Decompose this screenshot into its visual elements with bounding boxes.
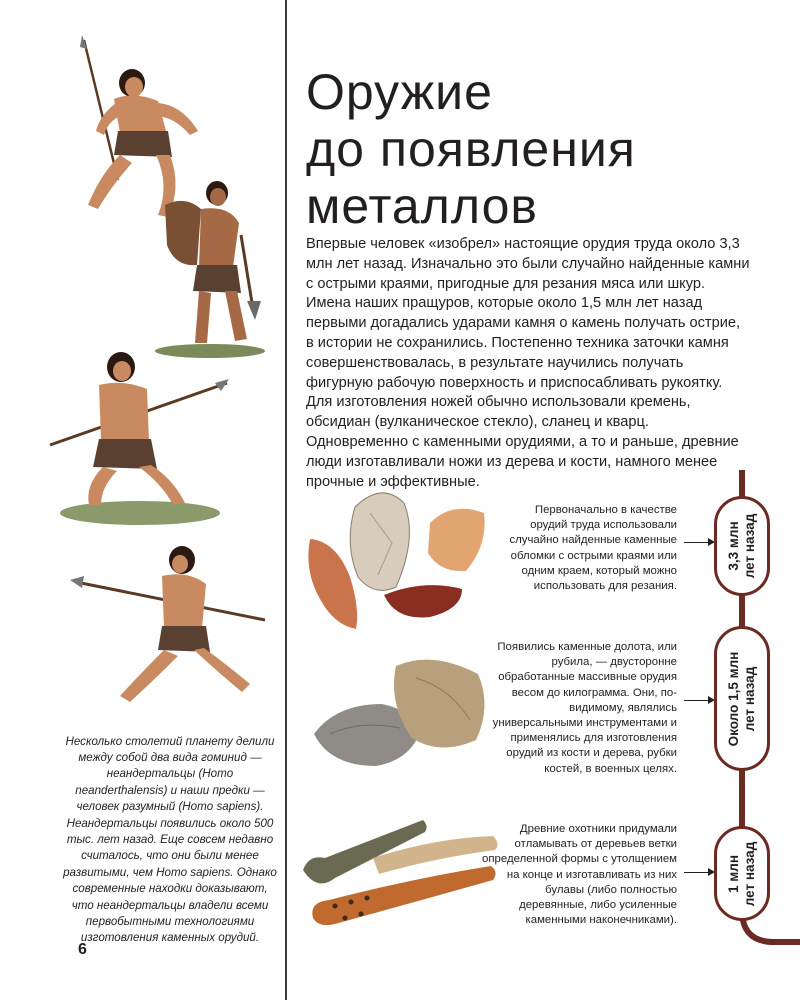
title-line: до появления — [306, 121, 636, 177]
stone-flakes-illustration — [300, 483, 500, 638]
timeline-label-1: 3,3 млн лет назад — [726, 513, 757, 579]
hunter-throwing-spear-illustration — [70, 540, 270, 715]
timeline-label-2: Около 1,5 млн лет назад — [726, 651, 757, 746]
intro-paragraph: Впервые человек «изобрел» настоящие орудия труда около 3,3 млн лет назад. Изначально это были случайно найденные камни с острыми краями, пригодные для резания мяса или шкур. Имена наших пращуров, которые около 1,5 млн лет назад первыми догадались ударами камня о камень получать острие, в истории не сохранились. Постепенно техника заточки камня совершенствовалась, в результате научились получать фигурную рабочую поверхность и приспосабливать рукоятку. Для изготовления ножей обычно использовали кремень, обсидиан (вулканическое стекло), сланец и кварц. Одновременно с каменными орудиями, а то и раньше, древние люди изготавливали ножи из дерева и кости, намного менее прочные и эффективные. — [306, 236, 750, 490]
title-line: металлов — [306, 178, 538, 234]
hand-axes-illustration — [300, 648, 500, 773]
timeline-arrow-1 — [684, 542, 708, 543]
neanderthal-with-spear-illustration — [45, 345, 230, 530]
timeline-marker-1-million — [714, 826, 770, 921]
column-divider — [285, 0, 287, 1000]
neanderthal-with-carcass-illustration — [145, 175, 280, 360]
timeline-marker-3-3-million — [714, 496, 770, 596]
timeline-text-2: Появились каменные долота, или рубила, — двусторонне обработанные массивные орудия весом до килограмма. Они, по-видимому, являлись универсальными инструментами и применялись для изготовления орудий из кости и дерева, рубки костей, в военных целях. — [492, 641, 677, 775]
timeline-text-3: Древние охотники придумали отламывать от деревьев ветки определенной формы с утолщением на конце и изготавливать из них булавы (либо полностью деревянные, либо усиленные каменными наконечниками). — [482, 823, 677, 927]
timeline-arrow-2 — [684, 700, 708, 701]
timeline-arrow-3 — [684, 872, 708, 873]
timeline-label-3: 1 млн лет назад — [726, 841, 757, 906]
timeline-text-1: Первоначально в качестве орудий труда использовали случайно найденные каменные обломки с острыми краями или одним краем, который можно использовать для резания. — [509, 504, 677, 593]
title-line: Оружие — [306, 64, 493, 120]
page-title — [306, 64, 636, 235]
timeline-marker-1-5-million — [714, 626, 770, 771]
neanderthal-caption: Несколько столетий планету делили между собой два вида гоминид — неандертальцы (Homo neanderthalensis) и наши предки — человек разумный (Homo sapiens). Неандертальцы появились около 500 тыс. лет назад. Еще совсем недавно считалось, что они были менее развитыми, чем Homo sapiens. Однако современные находки доказывают, что неандертальцы владели всеми первобытными технологиями изготовления каменных орудий. — [63, 734, 277, 945]
page-number: 6 — [78, 941, 87, 958]
